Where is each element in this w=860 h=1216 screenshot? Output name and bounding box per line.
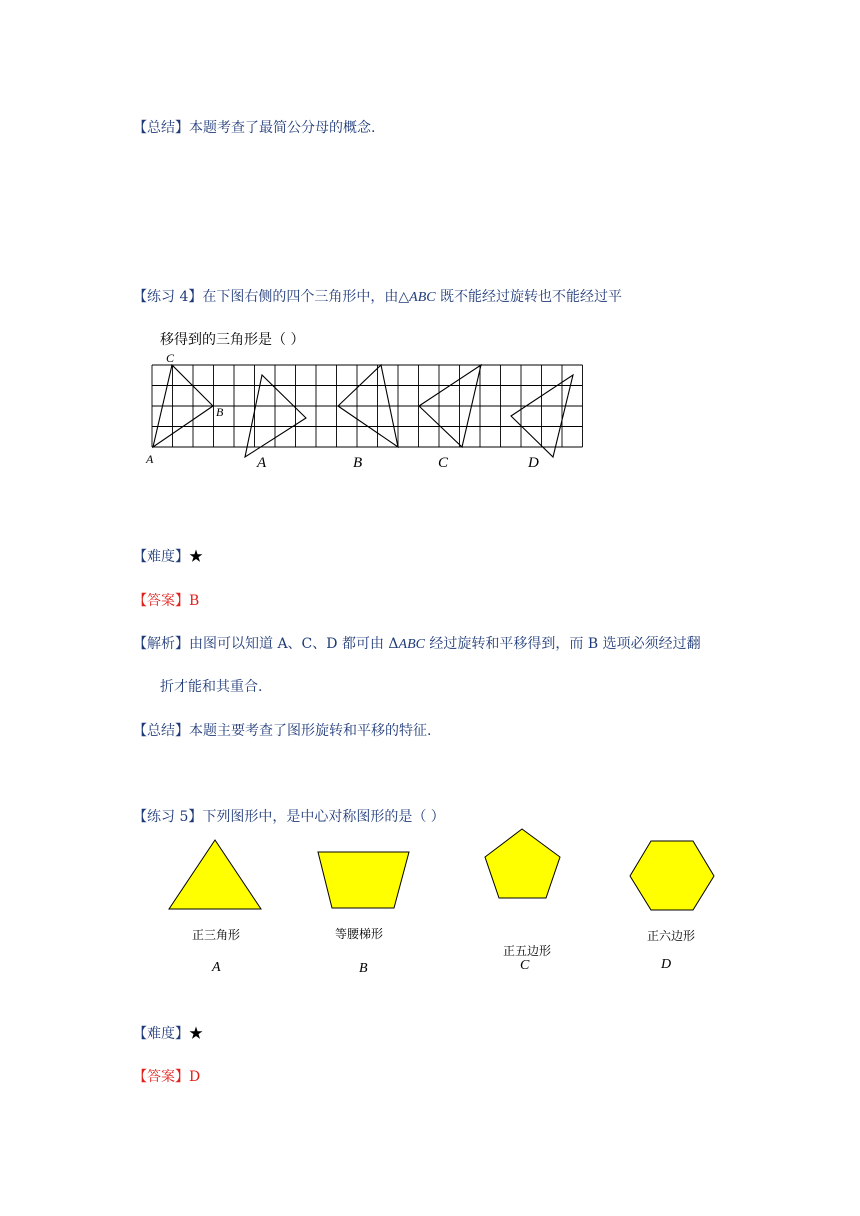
exercise4-question-post: 既不能经过旋转也不能经过平 xyxy=(435,289,623,305)
difficulty-tag: 【难度】 xyxy=(133,1026,189,1042)
isosceles-trapezoid-shape xyxy=(318,852,409,908)
option-label-a: A xyxy=(257,455,267,471)
summary-text: 本题考查了最简公分母的概念. xyxy=(189,120,376,136)
shape-letter-a: A xyxy=(212,960,221,975)
difficulty-stars: ★ xyxy=(189,549,203,565)
exercise4-question-abc: ABC xyxy=(409,290,436,305)
answer-value: B xyxy=(189,593,200,609)
exercise4-question-line2: 移得到的三角形是（ ） xyxy=(160,332,305,348)
option-label-d: D xyxy=(528,455,539,471)
shape-letter-c: C xyxy=(520,958,530,973)
analysis-post: 经过旋转和平移得到，而 B 选项必须经过翻 xyxy=(424,636,701,652)
label-vertex-b: B xyxy=(216,405,224,419)
regular-hexagon-shape xyxy=(630,841,714,910)
analysis-abc: ABC xyxy=(398,637,425,652)
shape-name-c: 正五边形 xyxy=(503,944,552,958)
analysis-tag: 【解析】 xyxy=(133,636,189,652)
label-vertex-c: C xyxy=(166,351,175,365)
analysis-pre: 由图可以知道 A、C、D 都可由 Δ xyxy=(189,636,399,652)
exercise5-answer xyxy=(133,1068,200,1086)
shape-name-a: 正三角形 xyxy=(192,928,241,942)
regular-pentagon-shape xyxy=(485,829,560,898)
equilateral-triangle-shape xyxy=(169,840,261,909)
answer-value: D xyxy=(189,1069,201,1085)
shape-letter-d: D xyxy=(661,957,672,972)
exercise4-tag: 【练习 4】 xyxy=(133,289,203,305)
summary-tag: 【总结】 xyxy=(133,723,189,739)
exercise5-tag: 【练习 5】 xyxy=(133,809,203,825)
difficulty-stars: ★ xyxy=(189,1026,203,1042)
exercise5-difficulty xyxy=(133,1025,203,1043)
exercise4-question-pre: 在下图右侧的四个三角形中，由△ xyxy=(202,289,410,305)
shape-letter-b: B xyxy=(359,961,368,976)
label-vertex-a: A xyxy=(146,452,154,466)
shape-name-d: 正六边形 xyxy=(647,929,696,943)
option-label-c: C xyxy=(438,455,449,471)
answer-tag: 【答案】 xyxy=(133,1069,189,1085)
option-label-b: B xyxy=(353,455,363,471)
shape-name-b: 等腰梯形 xyxy=(335,927,384,941)
answer-tag: 【答案】 xyxy=(133,593,189,609)
difficulty-tag: 【难度】 xyxy=(133,549,189,565)
summary-text: 本题主要考查了图形旋转和平移的特征. xyxy=(189,723,432,739)
summary-tag: 【总结】 xyxy=(133,120,189,136)
exercise5-question-text: 下列图形中，是中心对称图形的是（ ） xyxy=(202,809,445,825)
exercise4-analysis-line2: 折才能和其重合. xyxy=(160,679,263,695)
